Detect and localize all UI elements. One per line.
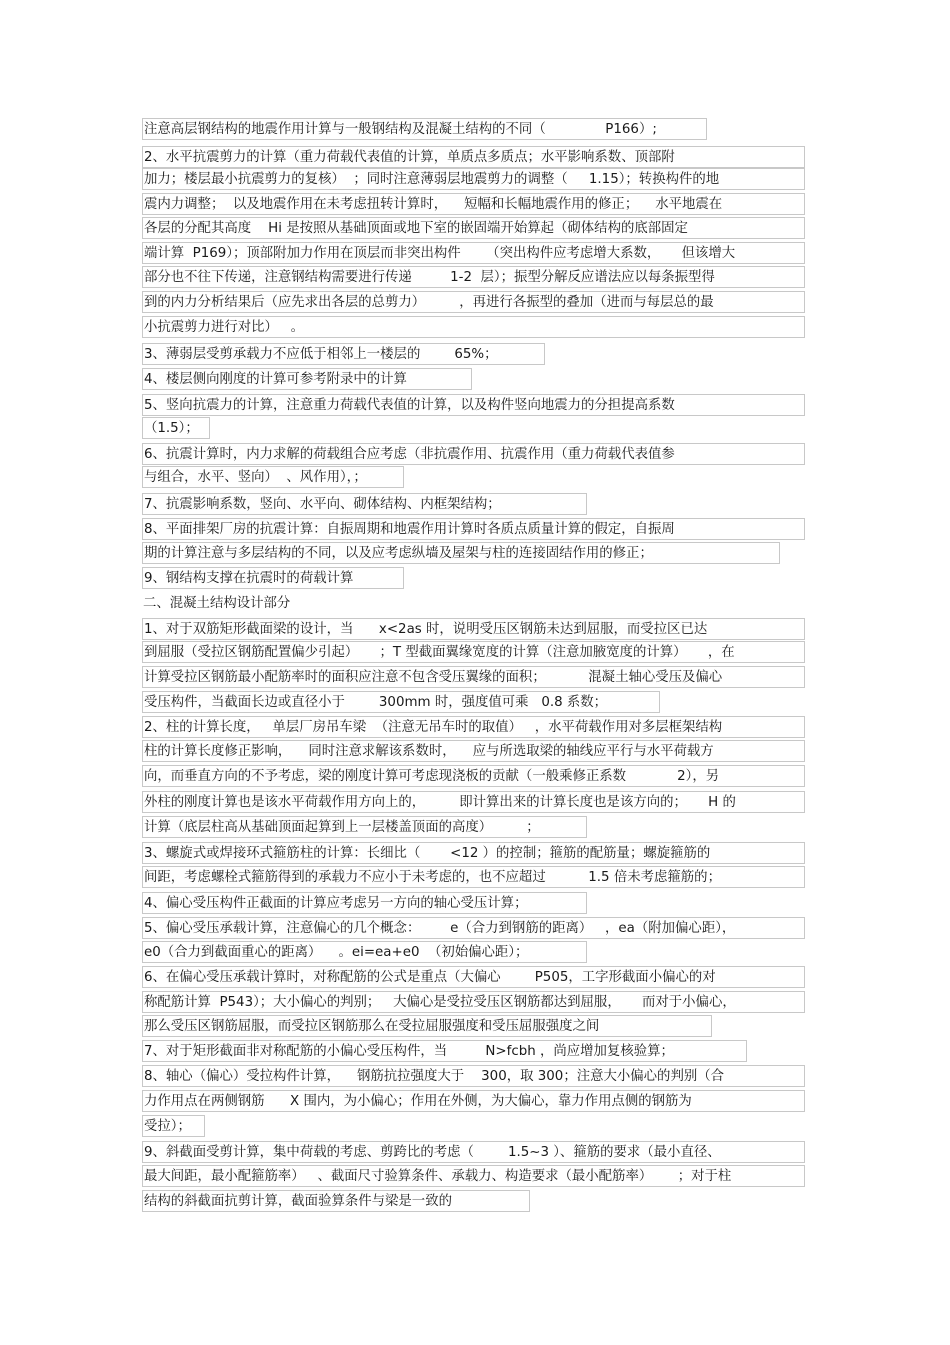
text-line: 震内力调整； 以及地震作用在未考虑扭转计算时， 短幅和长幅地震作用的修正； 水平地震在 (142, 193, 805, 215)
text-line: 部分也不往下传递，注意钢结构需要进行传递 1-2 层）；振型分解反应谱法应以每条振型得 (142, 266, 805, 288)
text-line: 结构的斜截面抗剪计算，截面验算条件与梁是一致的 (142, 1190, 530, 1212)
text-line: 9、斜截面受剪计算，集中荷载的考虑、剪跨比的考虑（ 1.5~3 ）、箍筋的要求（最小直径、 (142, 1141, 805, 1163)
text-line: 外柱的刚度计算也是该水平荷载作用方向上的， 即计算出来的计算长度也是该方向的； H 的 (142, 791, 805, 813)
text-line: 计算（底层柱高从基础顶面起算到上一层楼盖顶面的高度） ； (142, 816, 587, 838)
text-line: 二、混凝土结构设计部分 (143, 596, 291, 611)
text-line: 4、偏心受压构件正截面的计算应考虑另一方向的轴心受压计算； (142, 892, 587, 914)
text-line: 间距，考虑螺栓式箍筋得到的承载力不应小于未考虑的，也不应超过 1.5 倍未考虑箍筋的； (142, 866, 805, 888)
text-line: 9、钢结构支撑在抗震时的荷载计算 (142, 567, 404, 589)
text-line: 1、对于双筋矩形截面梁的设计，当 x<2as 时，说明受压区钢筋未达到屈服，而受拉区已达 (142, 618, 805, 640)
text-line: 5、竖向抗震力的计算，注意重力荷载代表值的计算，以及构件竖向地震力的分担提高系数 (142, 394, 805, 416)
text-line: 5、偏心受压承载计算，注意偏心的几个概念： e（合力到钢筋的距离） ，ea（附加偏心距）， (142, 917, 805, 939)
text-line: 6、抗震计算时，内力求解的荷载组合应考虑（非抗震作用、抗震作用（重力荷载代表值参 (142, 443, 805, 465)
text-line: 8、轴心（偏心）受拉构件计算， 钢筋抗拉强度大于 300，取 300；注意大小偏心的判别（合 (142, 1065, 805, 1087)
text-line: e0（合力到截面重心的距离） 。ei=ea+e0 （初始偏心距）； (142, 941, 587, 963)
text-line: 称配筋计算 P543）；大小偏心的判别； 大偏心是受拉受压区钢筋都达到屈服， 而对于小偏心， (142, 991, 805, 1013)
text-line: 力作用点在两侧钢筋 X 围内，为小偏心；作用在外侧，为大偏心，靠力作用点侧的钢筋为 (142, 1090, 805, 1112)
text-line: 端计算 P169）；顶部附加力作用在顶层而非突出构件 （突出构件应考虑增大系数， 但该增大 (142, 242, 805, 264)
text-line: 加力；楼层最小抗震剪力的复核） ；同时注意薄弱层地震剪力的调整（ 1.15）；转换构件的地 (142, 168, 805, 190)
text-line: 向，而垂直方向的不予考虑，梁的刚度计算可考虑现浇板的贡献（一般乘修正系数 2），另 (142, 765, 805, 787)
text-line: 最大间距，最小配箍筋率） 、截面尺寸验算条件、承载力、构造要求（最小配筋率） ；对于柱 (142, 1165, 805, 1187)
text-line: 7、抗震影响系数，竖向、水平向、砌体结构、内框架结构； (142, 493, 587, 515)
text-line: 与组合，水平、竖向） 、风作用），； (142, 466, 404, 488)
text-line: 6、在偏心受压承载计算时，对称配筋的公式是重点（大偏心 P505，工字形截面小偏心的对 (142, 966, 805, 988)
text-line: （1.5）； (142, 417, 210, 439)
text-line: 到屈服（受拉区钢筋配置偏少引起） ；T 型截面翼缘宽度的计算（注意加腋宽度的计算） ，在 (142, 641, 805, 663)
text-line: 小抗震剪力进行对比） 。 (142, 316, 805, 338)
text-line: 柱的计算长度修正影响， 同时注意求解该系数时， 应与所选取梁的轴线应平行与水平荷载方 (142, 740, 805, 762)
text-line: 受拉）； (142, 1115, 205, 1137)
text-line: 2、水平抗震剪力的计算（重力荷载代表值的计算，单质点多质点；水平影响系数、顶部附 (142, 146, 805, 168)
text-line: 期的计算注意与多层结构的不同，以及应考虑纵墙及屋架与柱的连接固结作用的修正； (142, 542, 780, 564)
text-line: 3、薄弱层受剪承载力不应低于相邻上一楼层的 65%； (142, 343, 545, 365)
text-line: 那么受压区钢筋屈服，而受拉区钢筋那么在受拉屈服强度和受压屈服强度之间 (142, 1015, 712, 1037)
text-line: 计算受拉区钢筋最小配筋率时的面积应注意不包含受压翼缘的面积； 混凝土轴心受压及偏心 (142, 666, 805, 688)
text-line: 8、平面排架厂房的抗震计算：自振周期和地震作用计算时各质点质量计算的假定，自振周 (142, 518, 805, 540)
text-line: 7、对于矩形截面非对称配筋的小偏心受压构件，当 N>fcbh ，尚应增加复核验算； (142, 1040, 747, 1062)
text-line: 4、楼层侧向刚度的计算可参考附录中的计算 (142, 368, 472, 390)
text-line: 受压构件，当截面长边或直径小于 300mm 时，强度值可乘 0.8 系数； (142, 691, 660, 713)
text-line: 到的内力分析结果后（应先求出各层的总剪力） ，再进行各振型的叠加（进而与每层总的最 (142, 291, 805, 313)
text-line: 各层的分配其高度 Hi 是按照从基础顶面或地下室的嵌固端开始算起（砌体结构的底部固定 (142, 217, 805, 239)
text-line: 3、螺旋式或焊接环式箍筋柱的计算：长细比（ <12 ）的控制；箍筋的配筋量；螺旋箍筋的 (142, 842, 805, 864)
text-line: 注意高层钢结构的地震作用计算与一般钢结构及混凝土结构的不同（ P166）; (142, 118, 707, 140)
text-line: 2、柱的计算长度， 单层厂房吊车梁 （注意无吊车时的取值） ，水平荷载作用对多层框架结构 (142, 716, 805, 738)
